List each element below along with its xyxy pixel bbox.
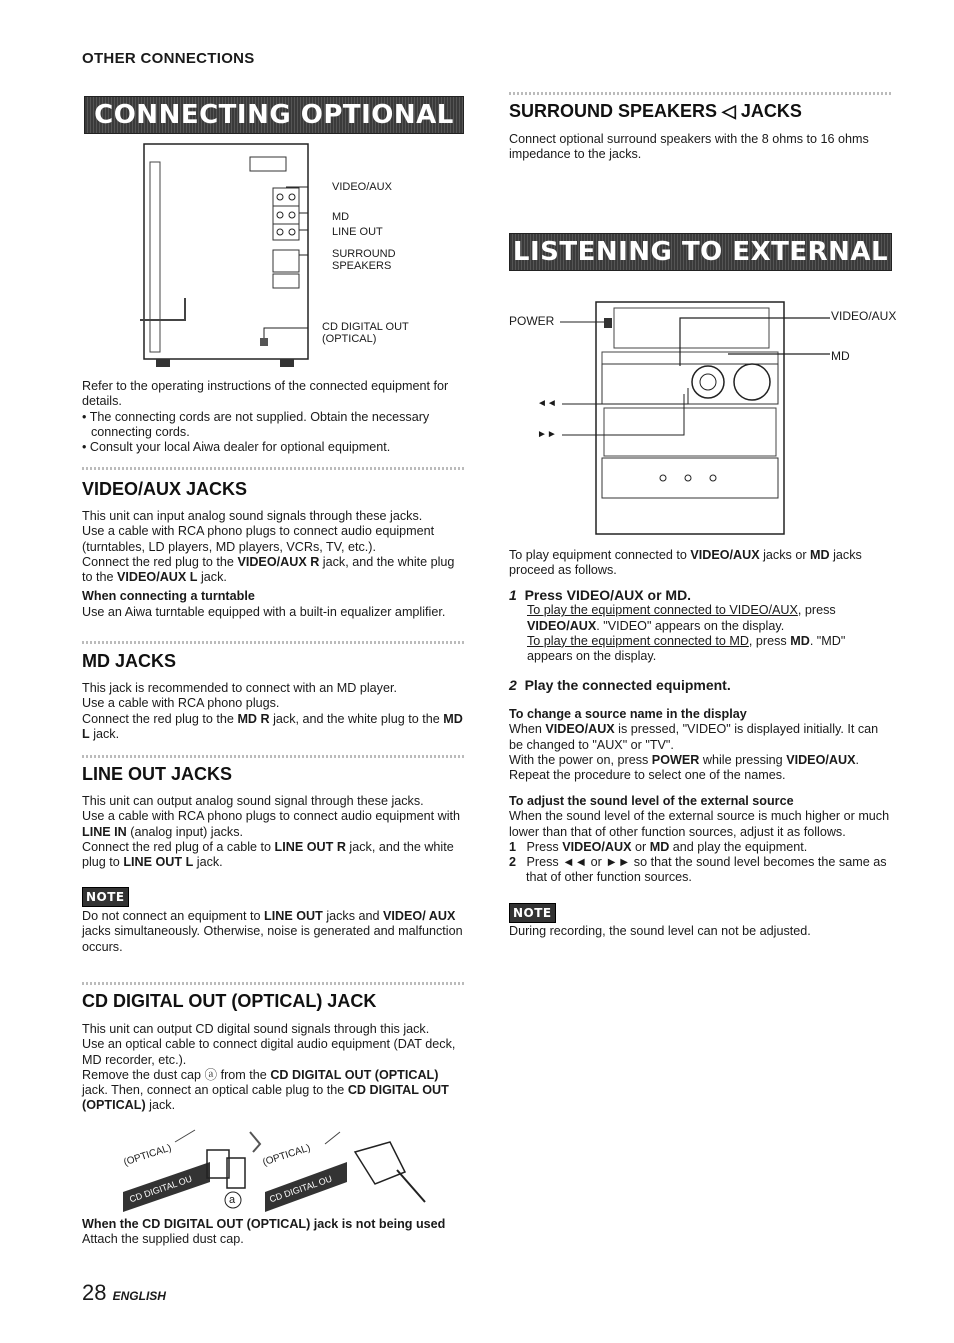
label-optical: (OPTICAL): [322, 333, 377, 345]
label-line-out: LINE OUT: [332, 226, 383, 238]
fig-optical-1: (OPTICAL): [122, 1142, 173, 1169]
note-badge: NOTE: [82, 887, 129, 907]
video-aux-body: This unit can input analog sound signals through these jacks. Use a cable with RCA phono plugs to connect audio equipment (turntables, LD players, MD players, VCRs, TV, etc.). Connect the red plug to the VIDEO/AUX R jack, and the white plug to the VIDEO/AUX L jack. When connecting a turntable Use an Aiwa turntable equipped with a built-in equalizer amplifier.: [82, 509, 464, 620]
heading-video-aux-jacks: VIDEO/AUX JACKS: [82, 479, 248, 499]
divider: [82, 641, 464, 644]
note-badge: NOTE: [509, 903, 556, 923]
heading-md-jacks: MD JACKS: [82, 651, 177, 671]
note-text: During recording, the sound level can not be adjusted.: [509, 924, 811, 938]
rewind-icon: ◄◄: [537, 398, 557, 409]
heading-cd-digital-out: CD DIGITAL OUT (OPTICAL) JACK: [82, 991, 377, 1011]
divider: [82, 982, 464, 985]
rear-panel-diagram: [130, 140, 330, 375]
step-1: 1 Press VIDEO/AUX or MD. To play the equipment connected to VIDEO/AUX, press VIDEO/AUX. "VIDEO" appears on the display. To play the equipment connected to MD, press MD. "MD" appears on the display.: [509, 587, 846, 664]
surround-body: Connect optional surround speakers with the 8 ohms to 16 ohms impedance to the jacks.: [509, 132, 869, 162]
fast-forward-icon: ►►: [537, 429, 557, 440]
cd-unused-title: When the CD DIGITAL OUT (OPTICAL) jack is not being used: [82, 1217, 446, 1231]
label-power: POWER: [509, 314, 555, 328]
page-number: 28: [82, 1280, 107, 1305]
fig-dust-cap-label: a: [229, 1194, 236, 1206]
section-label: OTHER CONNECTIONS: [82, 50, 255, 67]
fig-optical-2: (OPTICAL): [261, 1142, 312, 1169]
divider: [82, 755, 464, 758]
bullet-2: • Consult your local Aiwa dealer for optional equipment.: [82, 440, 391, 455]
label-md: MD: [332, 211, 350, 223]
fig-cd-digital-1: CD DIGITAL OU: [128, 1173, 194, 1205]
label-video-aux-front: VIDEO/AUX: [831, 309, 897, 323]
intro-block: [82, 379, 464, 455]
turntable-title: When connecting a turntable: [82, 589, 255, 604]
cd-unused-block: When the CD DIGITAL OUT (OPTICAL) jack is not being used Attach the supplied dust cap.: [82, 1217, 464, 1248]
intro-text: Refer to the operating instructions of the connected equipment for details.: [82, 379, 449, 409]
md-body: This jack is recommended to connect with an MD player. Use a cable with RCA phono plugs. Connect the red plug to the MD R jack, and the white plug to the MD L jack.: [82, 681, 463, 741]
bullet-1: • The connecting cords are not supplied. Obtain the necessary connecting cords.: [82, 409, 430, 439]
fig-cd-digital-2: CD DIGITAL OU: [268, 1173, 334, 1205]
page-footer: [82, 1280, 166, 1305]
adjust-level-block: To adjust the sound level of the external source When the sound level of the external source is much higher or much lower than that of other function sources, adjust it as follows. 1 Press VIDEO/AUX or MD and play the equipment. 2 Press ◄◄ or ►► so that the sound level becomes the same as that of other function sources.: [509, 794, 890, 885]
label-md-front: MD: [831, 349, 850, 363]
label-surround: SURROUND: [332, 248, 396, 260]
note-text: Do not connect an equipment to LINE OUT jacks and VIDEO/ AUX jacks simultaneously. Otherwise, noise is generated and malfunction occurs.: [82, 909, 463, 954]
banner-listening-external-sources: LISTENING TO EXTERNAL SOURCES: [509, 233, 892, 271]
line-out-body: This unit can output analog sound signal through these jacks. Use a cable with RCA phono plugs to connect audio equipment with LINE IN (analog input) jacks. Connect the red plug of a cable to LINE OUT R jack, and the white plug to LINE OUT L jack.: [82, 794, 461, 870]
label-video-aux: VIDEO/AUX: [332, 181, 392, 193]
heading-surround-jacks: SURROUND SPEAKERS ◁ JACKS: [509, 101, 802, 121]
listening-intro: To play equipment connected to VIDEO/AUX jacks or MD jacks proceed as follows.: [509, 548, 862, 578]
divider: [82, 467, 464, 470]
cd-body: This unit can output CD digital sound signals through this jack. Use an optical cable to connect digital audio equipment (DAT deck, MD recorder, etc.). Remove the dust cap ⓐ from the CD DIGITAL OUT (OPTICAL) jack. Then, connect an optical cable plug to the CD DIGITAL OUT (OPTICAL) jack.: [82, 1022, 456, 1113]
change-source-block: To change a source name in the display When VIDEO/AUX is pressed, "VIDEO" is displayed initially. It can be changed to "AUX" or "TV". With the power on, press POWER while pressing VIDEO/AUX. Repeat the procedure to select one of the names.: [509, 707, 879, 783]
page-language: ENGLISH: [112, 1289, 166, 1303]
divider: [509, 92, 892, 95]
label-cd-digital-out: CD DIGITAL OUT: [322, 321, 409, 333]
front-unit-diagram: [530, 298, 830, 538]
label-speakers: SPEAKERS: [332, 260, 392, 272]
heading-line-out-jacks: LINE OUT JACKS: [82, 764, 233, 784]
step-2: 2 Play the connected equipment.: [509, 677, 731, 693]
banner-connecting-optional-equipment: CONNECTING OPTIONAL EQUIPMENT: [84, 96, 464, 134]
